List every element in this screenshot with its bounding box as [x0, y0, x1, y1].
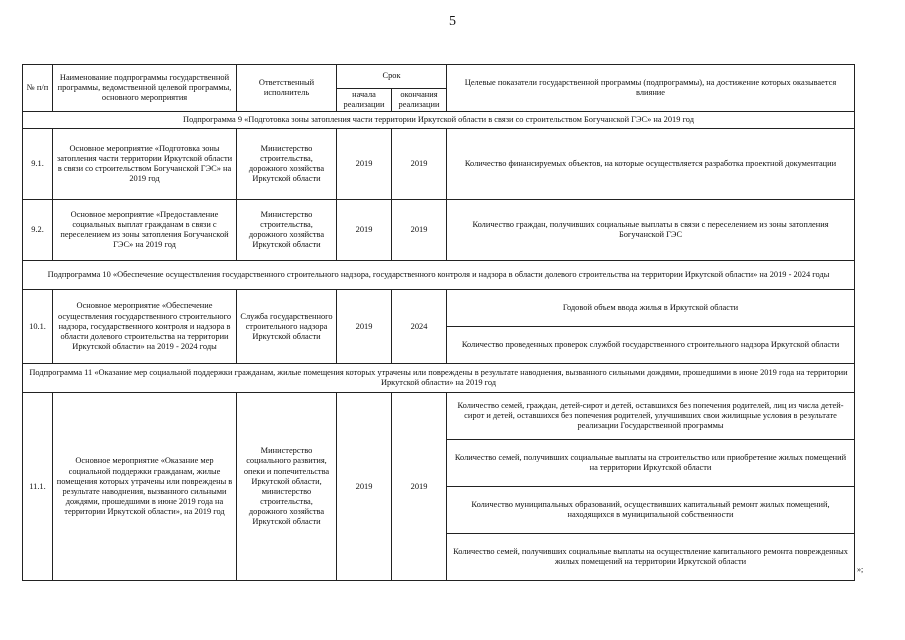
row-executor: Министерство строительства, дорожного хозяйства Иркутской области [237, 129, 337, 200]
header-indicators: Целевые показатели государственной программы (подпрограммы), на достижение которых оказывается влияние [447, 65, 855, 112]
row-indicator: Количество семей, получивших социальные выплаты на строительство или приобретение жилых помещений на территории Иркутской области [447, 440, 855, 487]
header-num: № п/п [23, 65, 53, 112]
row-start: 2019 [337, 129, 392, 200]
row-executor: Министерство социального развития, опеки и попечительства Иркутской области, министерство строительства, дорожного хозяйства Иркутской области [237, 393, 337, 581]
row-start: 2019 [337, 290, 392, 364]
row-end: 2019 [392, 129, 447, 200]
row-start: 2019 [337, 200, 392, 261]
row-name: Основное мероприятие «Подготовка зоны затопления части территории Иркутской области в связи со строительством Богучанской ГЭС» на 2019 год [53, 129, 237, 200]
row-indicator: Количество граждан, получивших социальные выплаты в связи с переселением из зоны затопления Богучанской ГЭС [447, 200, 855, 261]
row-indicator: Количество финансируемых объектов, на которые осуществляется разработка проектной документации [447, 129, 855, 200]
row-name: Основное мероприятие «Предоставление социальных выплат гражданам в связи с переселением из зоны затопления Богучанской ГЭС» на 2019 год [53, 200, 237, 261]
row-end: 2024 [392, 290, 447, 364]
row-num: 9.2. [23, 200, 53, 261]
header-end: окончания реализации [392, 89, 447, 112]
program-table [22, 64, 855, 581]
header-term: Срок [337, 65, 447, 89]
closing-quote-mark: »; [857, 565, 864, 574]
row-indicator: Годовой объем ввода жилья в Иркутской области [447, 290, 855, 327]
row-num: 10.1. [23, 290, 53, 364]
header-executor: Ответственный исполнитель [237, 65, 337, 112]
row-indicator: Количество семей, получивших социальные выплаты на осуществление капитального ремонта поврежденных жилых помещений на территории Иркутской области [447, 534, 855, 581]
row-num: 9.1. [23, 129, 53, 200]
table-row [23, 129, 855, 200]
row-name: Основное мероприятие «Обеспечение осуществления государственного строительного надзора, государственного контроля и надзора в области долевого строительства на территории Иркутской области» на 2019 - 2024 годы [53, 290, 237, 364]
table-row [23, 393, 855, 440]
row-executor: Служба государственного строительного надзора Иркутской области [237, 290, 337, 364]
row-name: Основное мероприятие «Оказание мер социальной поддержки гражданам, жилые помещения которых утрачены или повреждены в результате наводнения, вызванного сильными дождями, прошедшими в июне 2019 года на территории Иркутской области», на 2019 год [53, 393, 237, 581]
row-start: 2019 [337, 393, 392, 581]
header-row [23, 65, 855, 89]
row-num: 11.1. [23, 393, 53, 581]
subprogram-11-row [23, 364, 855, 393]
subprogram-10-row [23, 261, 855, 290]
row-indicator: Количество муниципальных образований, осуществивших капитальный ремонт жилых помещений, находящихся в муниципальной собственности [447, 487, 855, 534]
subprogram-9-title: Подпрограмма 9 «Подготовка зоны затопления части территории Иркутской области в связи со строительством Богучанской ГЭС» на 2019 год [23, 112, 855, 129]
page-number: 5 [449, 14, 456, 29]
row-executor: Министерство строительства, дорожного хозяйства Иркутской области [237, 200, 337, 261]
header-name: Наименование подпрограммы государственной программы, ведомственной целевой программы, основного мероприятия [53, 65, 237, 112]
table-row [23, 290, 855, 327]
row-indicator: Количество семей, граждан, детей-сирот и детей, оставшихся без попечения родителей, лиц из числа детей-сирот и детей, оставшихся без попечения родителей, улучшивших свои жилищные условия в результате реализации Государственной программы [447, 393, 855, 440]
subprogram-9-row [23, 112, 855, 129]
table-row [23, 200, 855, 261]
subprogram-10-title: Подпрограмма 10 «Обеспечение осуществления государственного строительного надзора, государственного контроля и надзора в области долевого строительства на территории Иркутской области» на 2019 - 2024 годы [23, 261, 855, 290]
row-end: 2019 [392, 393, 447, 581]
subprogram-11-title: Подпрограмма 11 «Оказание мер социальной поддержки гражданам, жилые помещения которых утрачены или повреждены в результате наводнения, вызванного сильными дождями, прошедшими в июне 2019 года на территории Иркутской области» на 2019 год [23, 364, 855, 393]
row-end: 2019 [392, 200, 447, 261]
header-start: начала реализации [337, 89, 392, 112]
row-indicator: Количество проведенных проверок службой государственного строительного надзора Иркутской области [447, 327, 855, 364]
